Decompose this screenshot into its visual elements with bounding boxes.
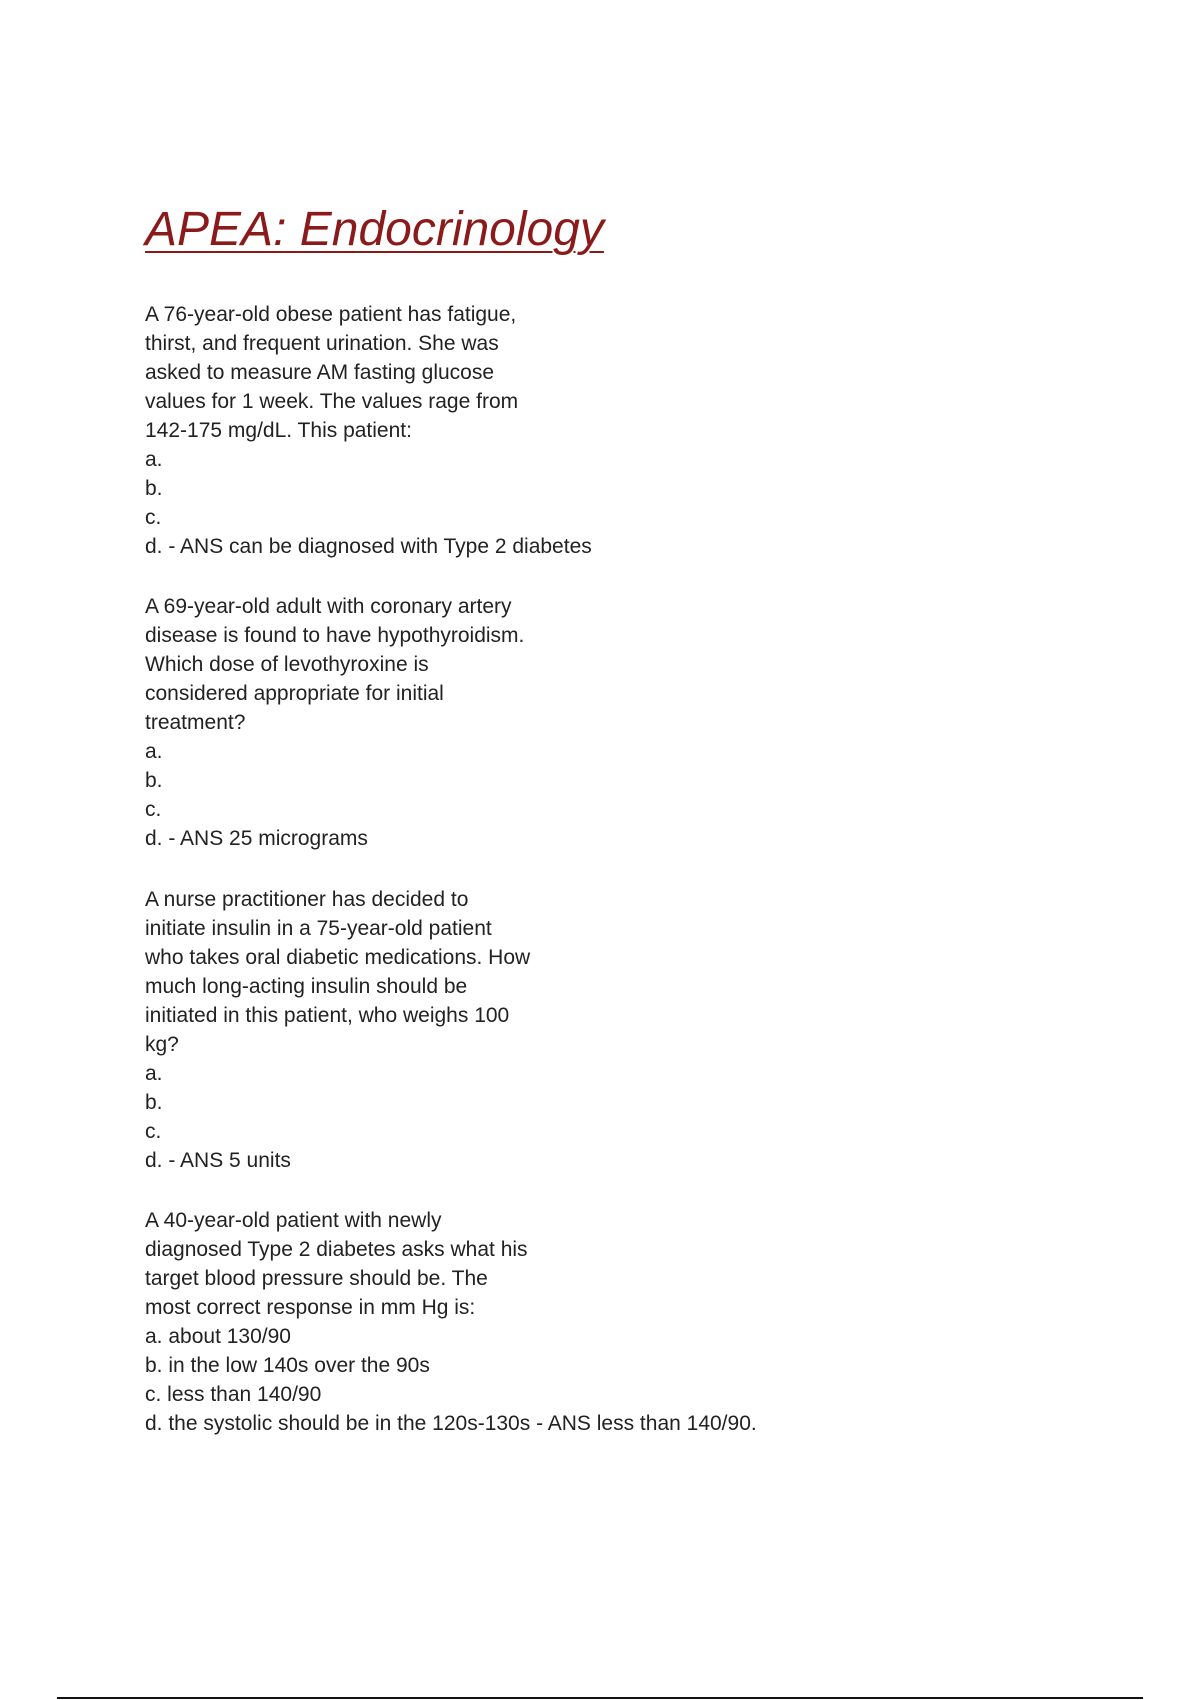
question-stem: A 76-year-old obese patient has fatigue, thirst, and frequent urination. She was asked to measure AM fasting glucose values for 1 week. The values rage from 142-175 mg/dL. This patient:	[145, 303, 519, 442]
answer-option-a: a.	[145, 740, 163, 763]
answer-option-d: d. - ANS 25 micrograms	[145, 827, 368, 850]
answer-option-b: b. in the low 140s over the 90s	[145, 1354, 430, 1377]
footer-divider	[57, 1697, 1143, 1699]
answer-option-d: d. the systolic should be in the 120s-130s - ANS less than 140/90.	[145, 1412, 757, 1435]
answer-option-b: b.	[145, 1091, 163, 1114]
answer-option-b: b.	[145, 477, 163, 500]
answer-option-b: b.	[145, 769, 163, 792]
answer-option-c: c.	[145, 798, 162, 821]
answer-option-c: c.	[145, 506, 162, 529]
question-block	[145, 885, 530, 1175]
answer-option-a: a.	[145, 448, 163, 471]
question-stem: A 69-year-old adult with coronary artery disease is found to have hypothyroidism. Which dose of levothyroxine is considered appropriate for initial treatment?	[145, 595, 525, 734]
page-title: APEA: Endocrinology	[145, 203, 604, 256]
answer-option-c: c. less than 140/90	[145, 1383, 322, 1406]
answer-option-a: a.	[145, 1062, 163, 1085]
answer-option-a: a. about 130/90	[145, 1325, 291, 1348]
question-stem: A nurse practitioner has decided to initiate insulin in a 75-year-old patient who takes oral diabetic medications. How much long-acting insulin should be initiated in this patient, who weighs 100 kg?	[145, 888, 531, 1056]
question-stem: A 40-year-old patient with newly diagnosed Type 2 diabetes asks what his target blood pressure should be. The most correct response in mm Hg is:	[145, 1209, 528, 1319]
question-block	[145, 300, 592, 561]
answer-option-d: d. - ANS can be diagnosed with Type 2 diabetes	[145, 535, 592, 558]
question-block	[145, 592, 524, 853]
question-block	[145, 1206, 757, 1438]
answer-option-c: c.	[145, 1120, 162, 1143]
answer-option-d: d. - ANS 5 units	[145, 1149, 291, 1172]
